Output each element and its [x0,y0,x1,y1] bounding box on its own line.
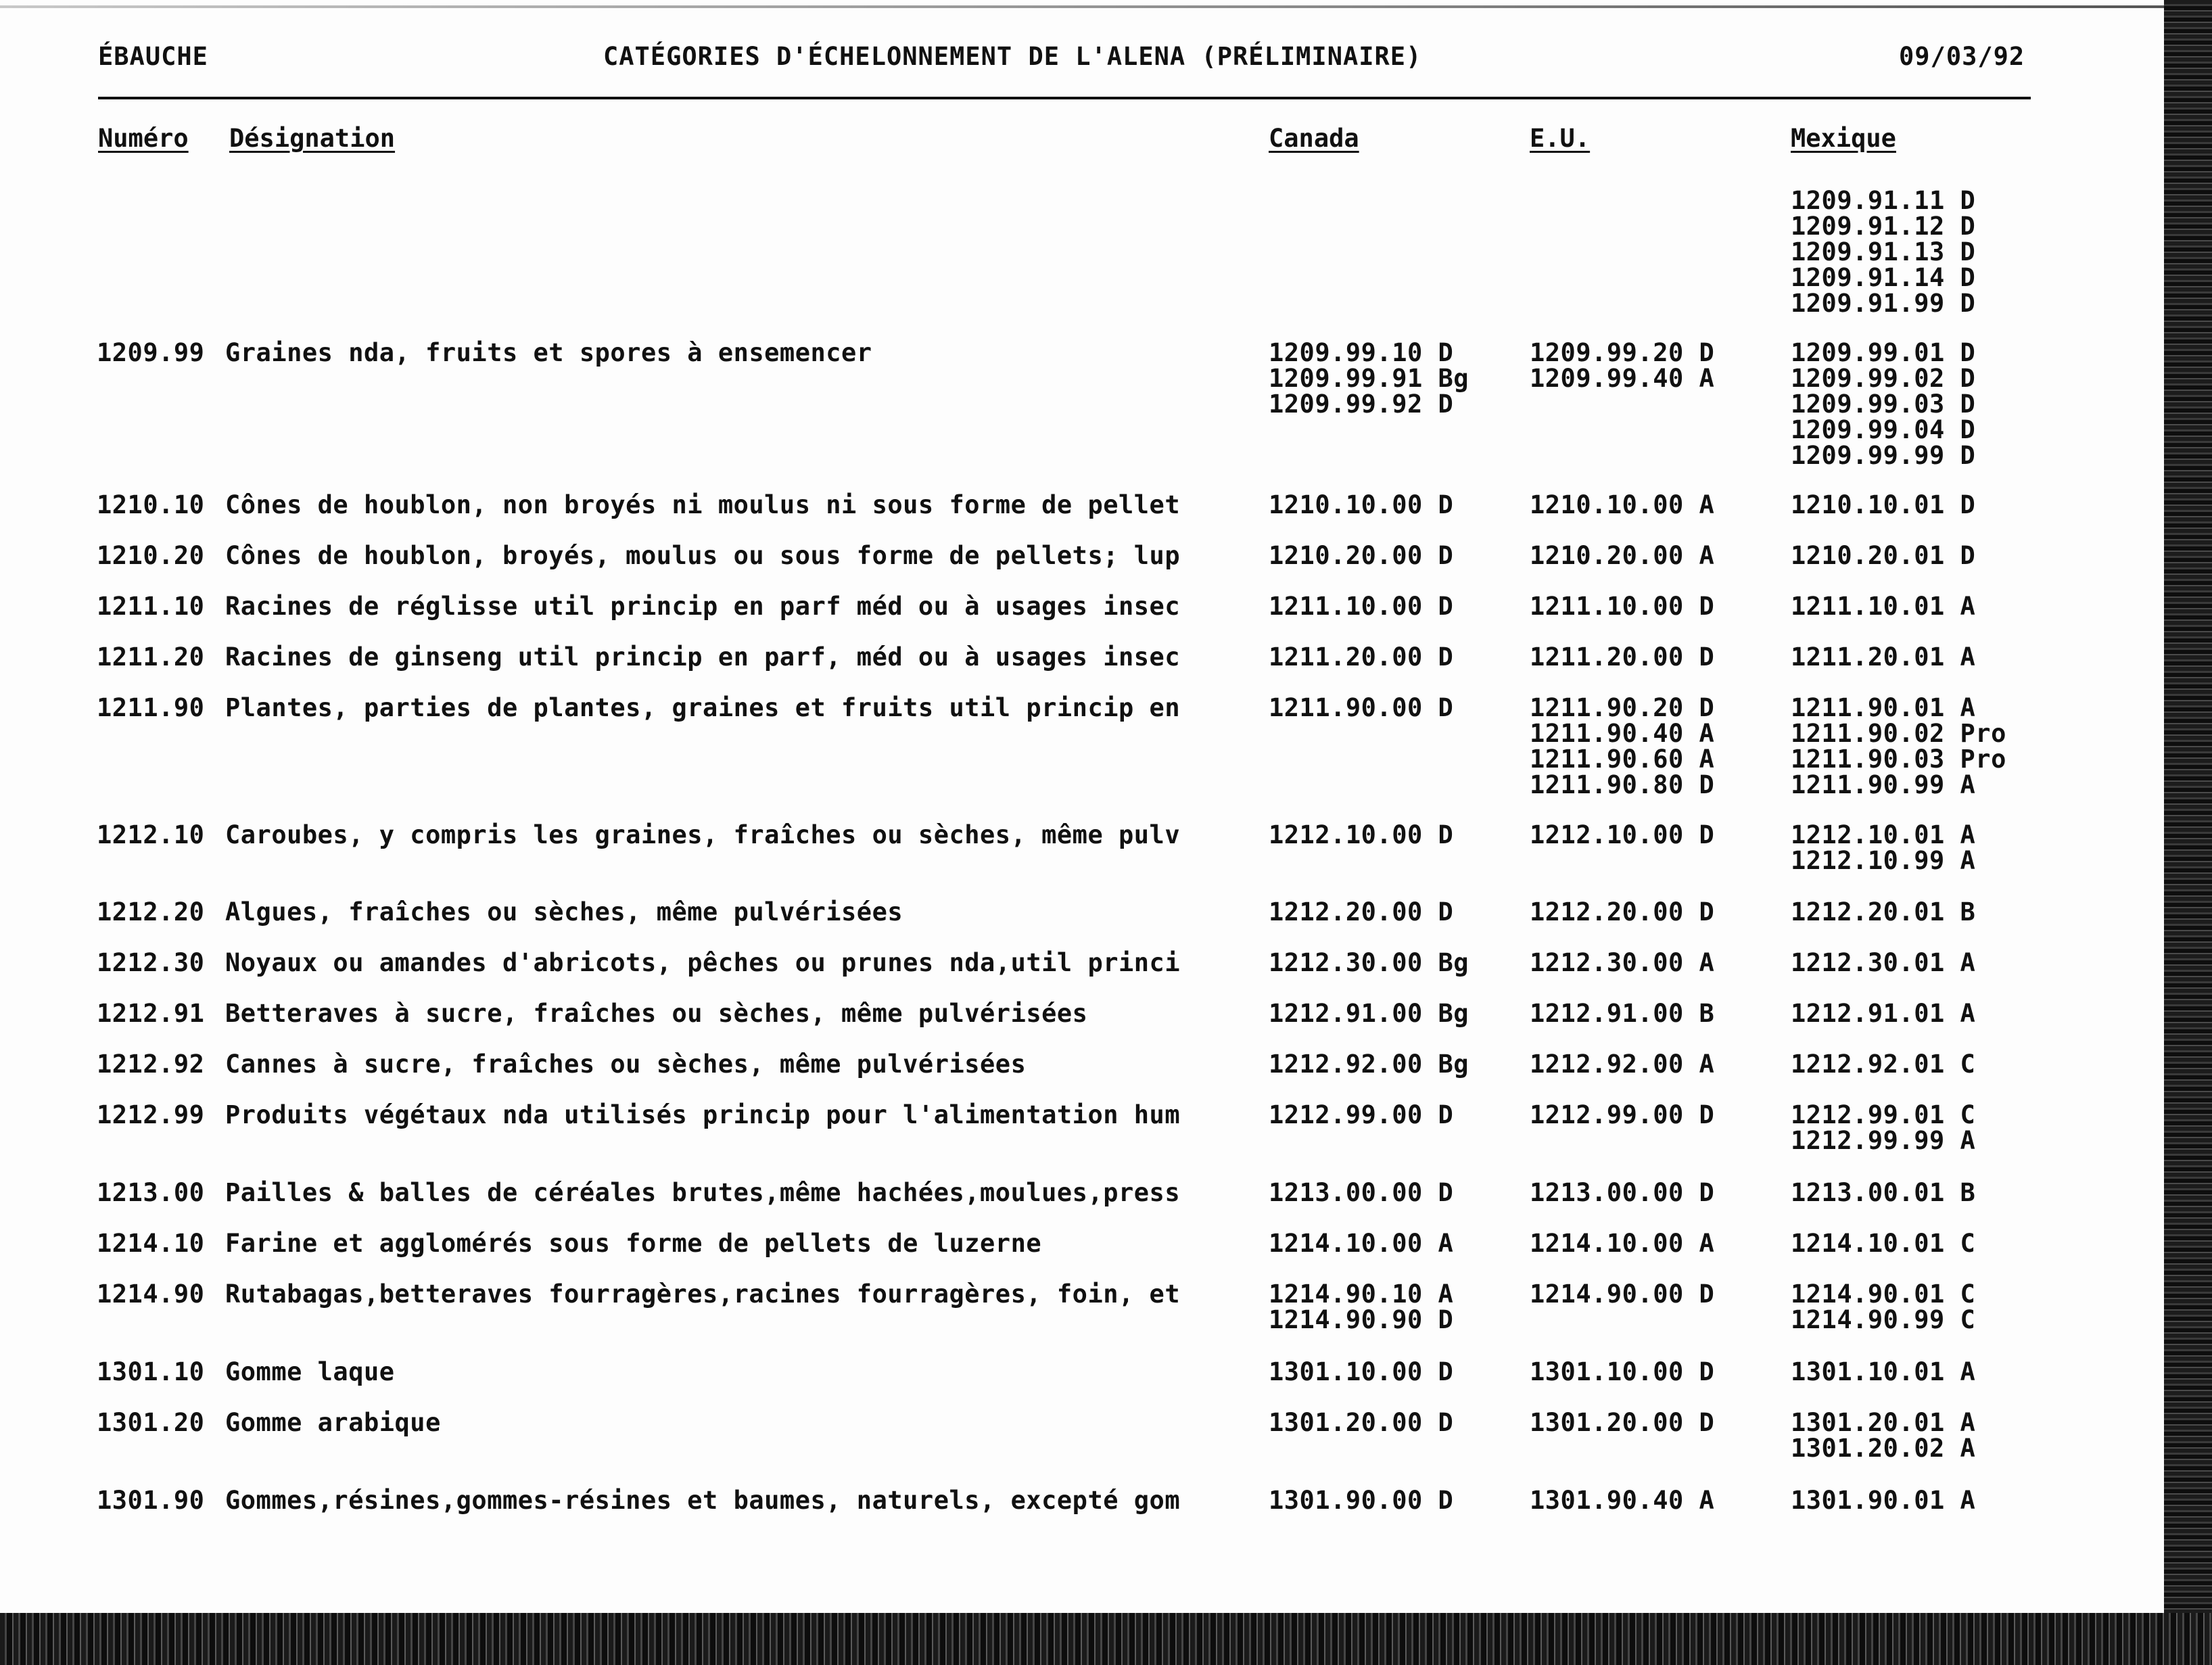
row-mexique-codes [1791,594,1975,619]
column-header-canada: Canada [1269,124,1359,153]
column-header-eu: E.U. [1530,124,1591,153]
tariff-code: 1210.10.01 D [1791,490,1976,519]
document-date: 09/03/92 [1899,42,2025,71]
row-eu-codes [1530,1231,1714,1257]
row-eu-codes [1530,340,1714,392]
row-mexique-codes [1791,188,1975,316]
document-title: CATÉGORIES D'ÉCHELONNEMENT DE L'ALENA (PRÉLIMINAIRE) [603,42,1422,71]
row-eu-codes [1530,1102,1714,1128]
column-header-mexique: Mexique [1791,124,1896,153]
row-mexique-codes [1791,950,1975,976]
tariff-code: 1211.10.00 D [1530,592,1715,621]
tariff-code: 1211.90.40 A [1530,719,1715,748]
tariff-code: 1209.99.02 D [1791,364,1976,393]
row-designation: Racines de réglisse util princip en parf méd ou à usages insec [225,592,1181,621]
row-canada-codes [1269,1231,1453,1257]
row-canada-codes [1269,1102,1453,1128]
row-eu-codes [1530,950,1714,976]
tariff-code: 1209.91.99 D [1791,289,1976,318]
row-numero: 1301.10 [97,1357,205,1386]
row-designation: Algues, fraîches ou sèches, même pulvérisées [225,897,903,927]
tariff-code: 1212.10.99 A [1791,846,1976,875]
tariff-code: 1211.90.02 Pro [1791,719,2006,748]
row-canada-codes [1269,822,1453,848]
row-canada-codes [1269,1001,1469,1027]
tariff-code: 1213.00.00 D [1530,1178,1715,1207]
tariff-code: 1301.20.02 A [1791,1434,1976,1463]
scan-edge-bottom [0,1613,2212,1665]
row-mexique-codes [1791,1282,1975,1333]
row-numero: 1212.91 [97,999,205,1028]
tariff-code: 1209.99.04 D [1791,415,1976,444]
row-canada-codes [1269,1410,1453,1436]
tariff-code: 1214.10.01 C [1791,1229,1976,1258]
row-designation: Produits végétaux nda utilisés princip pour l'alimentation hum [225,1100,1181,1129]
tariff-code: 1209.99.01 D [1791,338,1976,367]
tariff-code: 1212.20.00 D [1530,897,1715,927]
tariff-code: 1214.90.01 C [1791,1280,1976,1309]
row-eu-codes [1530,644,1714,670]
row-eu-codes [1530,1052,1714,1077]
row-eu-codes [1530,822,1714,848]
tariff-code: 1209.99.91 Bg [1269,364,1469,393]
tariff-code: 1211.10.01 A [1791,592,1976,621]
tariff-code: 1211.90.00 D [1269,693,1454,722]
row-canada-codes [1269,1359,1453,1385]
tariff-code: 1301.20.00 D [1530,1408,1715,1437]
row-designation: Caroubes, y compris les graines, fraîches ou sèches, même pulv [225,820,1181,849]
row-mexique-codes [1791,1410,1975,1461]
row-numero: 1212.99 [97,1100,205,1129]
row-designation: Rutabagas,betteraves fourragères,racines fourragères, foin, et [225,1280,1181,1309]
tariff-code: 1212.20.01 B [1791,897,1976,927]
row-numero: 1212.10 [97,820,205,849]
tariff-code: 1214.90.10 A [1269,1280,1454,1309]
row-mexique-codes [1791,1359,1975,1385]
tariff-code: 1212.30.00 Bg [1269,948,1469,977]
row-mexique-codes [1791,492,1975,518]
row-eu-codes [1530,695,1714,798]
tariff-code: 1301.90.00 D [1269,1486,1454,1515]
row-mexique-codes [1791,1052,1975,1077]
row-canada-codes [1269,1488,1453,1514]
row-eu-codes [1530,899,1714,925]
row-numero: 1212.92 [97,1050,205,1079]
tariff-code: 1301.20.00 D [1269,1408,1454,1437]
tariff-code: 1212.92.00 A [1530,1050,1715,1079]
column-header-designation: Désignation [229,124,396,153]
tariff-code: 1209.91.13 D [1791,237,1976,266]
tariff-code: 1213.00.01 B [1791,1178,1976,1207]
tariff-code: 1212.92.00 Bg [1269,1050,1469,1079]
row-designation: Cônes de houblon, non broyés ni moulus ni sous forme de pellet [225,490,1181,519]
row-mexique-codes [1791,1102,1975,1154]
tariff-code: 1211.90.60 A [1530,745,1715,774]
row-designation: Cannes à sucre, fraîches ou sèches, même pulvérisées [225,1050,1027,1079]
tariff-code: 1301.20.01 A [1791,1408,1976,1437]
tariff-code: 1214.90.99 C [1791,1305,1976,1334]
tariff-code: 1209.99.99 D [1791,441,1976,470]
tariff-code: 1211.20.01 A [1791,642,1976,672]
row-numero: 1211.90 [97,693,205,722]
tariff-code: 1211.90.03 Pro [1791,745,2006,774]
row-numero: 1211.10 [97,592,205,621]
row-eu-codes [1530,1488,1714,1514]
row-mexique-codes [1791,899,1975,925]
column-header-numero: Numéro [98,124,189,153]
row-numero: 1214.90 [97,1280,205,1309]
row-canada-codes [1269,1052,1469,1077]
tariff-code: 1214.10.00 A [1269,1229,1454,1258]
tariff-code: 1212.91.00 Bg [1269,999,1469,1028]
row-mexique-codes [1791,644,1975,670]
row-canada-codes [1269,340,1469,417]
tariff-code: 1301.10.00 D [1530,1357,1715,1386]
row-designation: Racines de ginseng util princip en parf, méd ou à usages insec [225,642,1181,672]
tariff-code: 1209.99.03 D [1791,390,1976,419]
row-designation: Gommes,résines,gommes-résines et baumes, naturels, excepté gom [225,1486,1181,1515]
row-designation: Pailles & balles de céréales brutes,même hachées,moulues,press [225,1178,1181,1207]
tariff-code: 1211.90.01 A [1791,693,1976,722]
row-mexique-codes [1791,543,1975,569]
row-mexique-codes [1791,695,2006,798]
scan-edge-right [2164,0,2212,1665]
row-numero: 1209.99 [97,338,205,367]
row-numero: 1210.10 [97,490,205,519]
row-canada-codes [1269,950,1469,976]
row-mexique-codes [1791,340,1975,469]
row-eu-codes [1530,1001,1714,1027]
row-mexique-codes [1791,1231,1975,1257]
row-numero: 1210.20 [97,541,205,570]
tariff-code: 1212.10.00 D [1530,820,1715,849]
tariff-code: 1212.30.01 A [1791,948,1976,977]
tariff-code: 1301.10.00 D [1269,1357,1454,1386]
row-eu-codes [1530,543,1714,569]
tariff-code: 1211.90.80 D [1530,770,1715,799]
tariff-code: 1210.20.00 A [1530,541,1715,570]
row-mexique-codes [1791,822,1975,874]
row-numero: 1214.10 [97,1229,205,1258]
tariff-code: 1211.20.00 D [1530,642,1715,672]
row-designation: Gomme arabique [225,1408,441,1437]
row-numero: 1211.20 [97,642,205,672]
row-designation: Graines nda, fruits et spores à ensemencer [225,338,872,367]
row-eu-codes [1530,492,1714,518]
tariff-code: 1211.90.99 A [1791,770,1976,799]
tariff-code: 1209.91.14 D [1791,263,1976,292]
row-canada-codes [1269,594,1453,619]
tariff-code: 1301.90.40 A [1530,1486,1715,1515]
tariff-code: 1209.99.20 D [1530,338,1715,367]
tariff-code: 1210.10.00 A [1530,490,1715,519]
tariff-code: 1212.30.00 A [1530,948,1715,977]
row-canada-codes [1269,543,1453,569]
row-canada-codes [1269,1180,1453,1206]
row-canada-codes [1269,492,1453,518]
tariff-code: 1213.00.00 D [1269,1178,1454,1207]
tariff-code: 1210.20.01 D [1791,541,1976,570]
row-eu-codes [1530,1282,1714,1307]
tariff-code: 1211.90.20 D [1530,693,1715,722]
tariff-code: 1212.91.00 B [1530,999,1715,1028]
row-canada-codes [1269,1282,1453,1333]
tariff-code: 1212.20.00 D [1269,897,1454,927]
tariff-code: 1209.91.12 D [1791,212,1976,241]
row-designation: Cônes de houblon, broyés, moulus ou sous forme de pellets; lup [225,541,1181,570]
tariff-code: 1301.90.01 A [1791,1486,1976,1515]
tariff-code: 1214.90.90 D [1269,1305,1454,1334]
row-canada-codes [1269,695,1453,721]
row-mexique-codes [1791,1180,1975,1206]
tariff-code: 1212.10.01 A [1791,820,1976,849]
row-designation: Noyaux ou amandes d'abricots, pêches ou prunes nda,util princi [225,948,1181,977]
tariff-code: 1209.99.92 D [1269,390,1454,419]
row-designation: Plantes, parties de plantes, graines et fruits util princip en [225,693,1181,722]
row-eu-codes [1530,1359,1714,1385]
row-numero: 1212.30 [97,948,205,977]
row-numero: 1301.20 [97,1408,205,1437]
tariff-code: 1209.99.40 A [1530,364,1715,393]
draft-label: ÉBAUCHE [98,42,208,71]
row-numero: 1213.00 [97,1178,205,1207]
row-eu-codes [1530,594,1714,619]
tariff-code: 1210.20.00 D [1269,541,1454,570]
tariff-code: 1212.99.01 C [1791,1100,1976,1129]
tariff-code: 1212.99.00 D [1269,1100,1454,1129]
tariff-code: 1209.99.10 D [1269,338,1454,367]
tariff-code: 1301.10.01 A [1791,1357,1976,1386]
tariff-code: 1212.10.00 D [1269,820,1454,849]
tariff-code: 1211.20.00 D [1269,642,1454,672]
tariff-code: 1212.99.00 D [1530,1100,1715,1129]
tariff-code: 1212.91.01 A [1791,999,1976,1028]
tariff-code: 1210.10.00 D [1269,490,1454,519]
tariff-code: 1211.10.00 D [1269,592,1454,621]
tariff-code: 1212.99.99 A [1791,1126,1976,1155]
tariff-code: 1214.90.00 D [1530,1280,1715,1309]
tariff-code: 1212.92.01 C [1791,1050,1976,1079]
row-mexique-codes [1791,1488,1975,1514]
tariff-code: 1214.10.00 A [1530,1229,1715,1258]
row-designation: Gomme laque [225,1357,395,1386]
row-mexique-codes [1791,1001,1975,1027]
row-numero: 1212.20 [97,897,205,927]
row-designation: Farine et agglomérés sous forme de pellets de luzerne [225,1229,1042,1258]
row-designation: Betteraves à sucre, fraîches ou sèches, même pulvérisées [225,999,1088,1028]
row-eu-codes [1530,1410,1714,1436]
row-numero: 1301.90 [97,1486,205,1515]
row-eu-codes [1530,1180,1714,1206]
row-canada-codes [1269,899,1453,925]
row-canada-codes [1269,644,1453,670]
tariff-code: 1209.91.11 D [1791,186,1976,215]
